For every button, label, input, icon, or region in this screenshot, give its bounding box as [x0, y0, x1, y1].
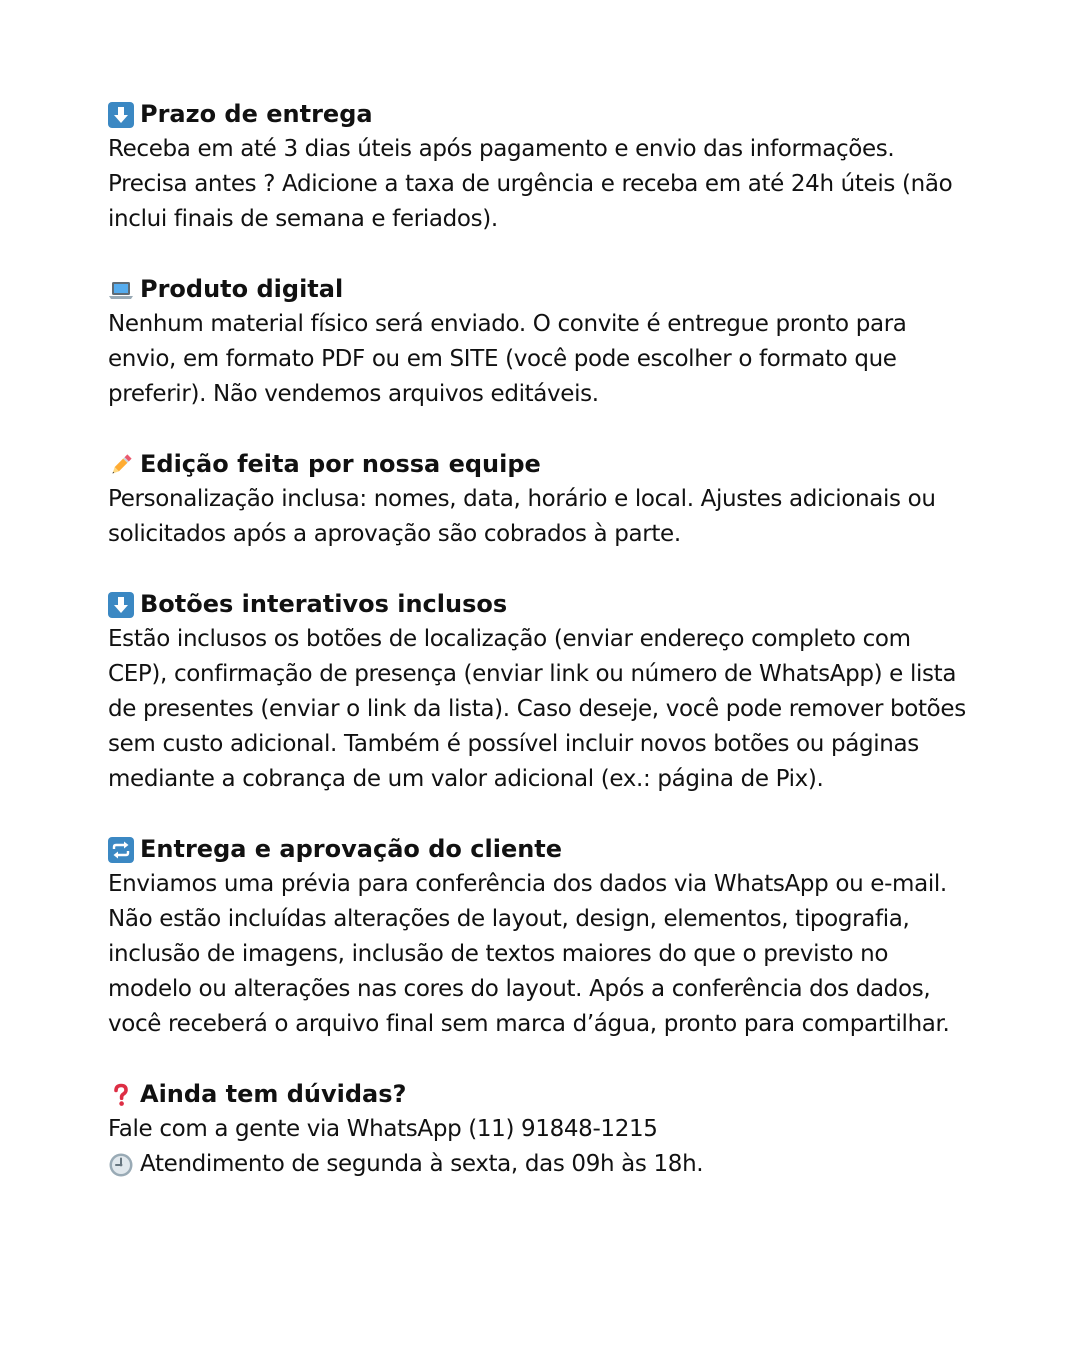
section-prazo-de-entrega	[108, 97, 972, 237]
section-title: Botões interativos inclusos	[140, 590, 508, 618]
section-body: Personalização inclusa: nomes, data, horário e local. Ajustes adicionais ou solicitados após a aprovação são cobrados à parte.	[108, 486, 936, 547]
pencil-icon	[108, 452, 134, 478]
section-title: Edição feita por nossa equipe	[140, 450, 541, 478]
section-title: Prazo de entrega	[140, 100, 373, 128]
laptop-icon	[108, 277, 134, 303]
section-produto-digital	[108, 272, 972, 412]
hours-text: Atendimento de segunda à sexta, das 09h às 18h.	[140, 1151, 704, 1177]
info-document	[108, 97, 972, 1217]
section-title: Produto digital	[140, 275, 344, 303]
section-edicao	[108, 447, 972, 552]
section-body: Nenhum material físico será enviado. O convite é entregue pronto para envio, em formato PDF ou em SITE (você pode escolher o formato que preferir). Não vendemos arquivos editáveis.	[108, 311, 907, 407]
section-heading	[108, 272, 972, 307]
section-heading	[108, 832, 972, 867]
section-body: Enviamos uma prévia para conferência dos dados via WhatsApp ou e-mail. Não estão incluídas alterações de layout, design, elementos, tipografia, inclusão de imagens, inclusão de textos maiores do que o previsto no modelo ou alterações nas cores do layout. Após a conferência dos dados, você receberá o arquivo final sem marca d’água, pronto para compartilhar.	[108, 871, 950, 1037]
section-contato	[108, 1077, 972, 1182]
down-arrow-icon	[108, 102, 134, 128]
section-title: Entrega e aprovação do cliente	[140, 835, 563, 863]
section-heading	[108, 1077, 972, 1112]
section-body: Estão inclusos os botões de localização (enviar endereço completo com CEP), confirmação de presença (enviar link ou número de WhatsApp) e lista de presentes (enviar o link da lista). Caso deseje, você pode remover botões sem custo adicional. Também é possível incluir novos botões ou páginas mediante a cobrança de um valor adicional (ex.: página de Pix).	[108, 626, 966, 792]
section-heading	[108, 447, 972, 482]
repeat-icon	[108, 837, 134, 863]
hours-line	[108, 1147, 972, 1182]
section-body: Receba em até 3 dias úteis após pagamento e envio das informações. Precisa antes ? Adicione a taxa de urgência e receba em até 24h úteis (não inclui finais de semana e feriados).	[108, 136, 953, 232]
question-mark-icon	[108, 1082, 134, 1108]
section-heading	[108, 587, 972, 622]
down-arrow-icon	[108, 592, 134, 618]
clock-icon	[108, 1152, 134, 1178]
section-title: Ainda tem dúvidas?	[140, 1080, 407, 1108]
section-botoes-interativos	[108, 587, 972, 797]
contact-whatsapp-line: Fale com a gente via WhatsApp (11) 91848-1215	[108, 1116, 658, 1142]
section-entrega-aprovacao	[108, 832, 972, 1042]
section-heading	[108, 97, 972, 132]
